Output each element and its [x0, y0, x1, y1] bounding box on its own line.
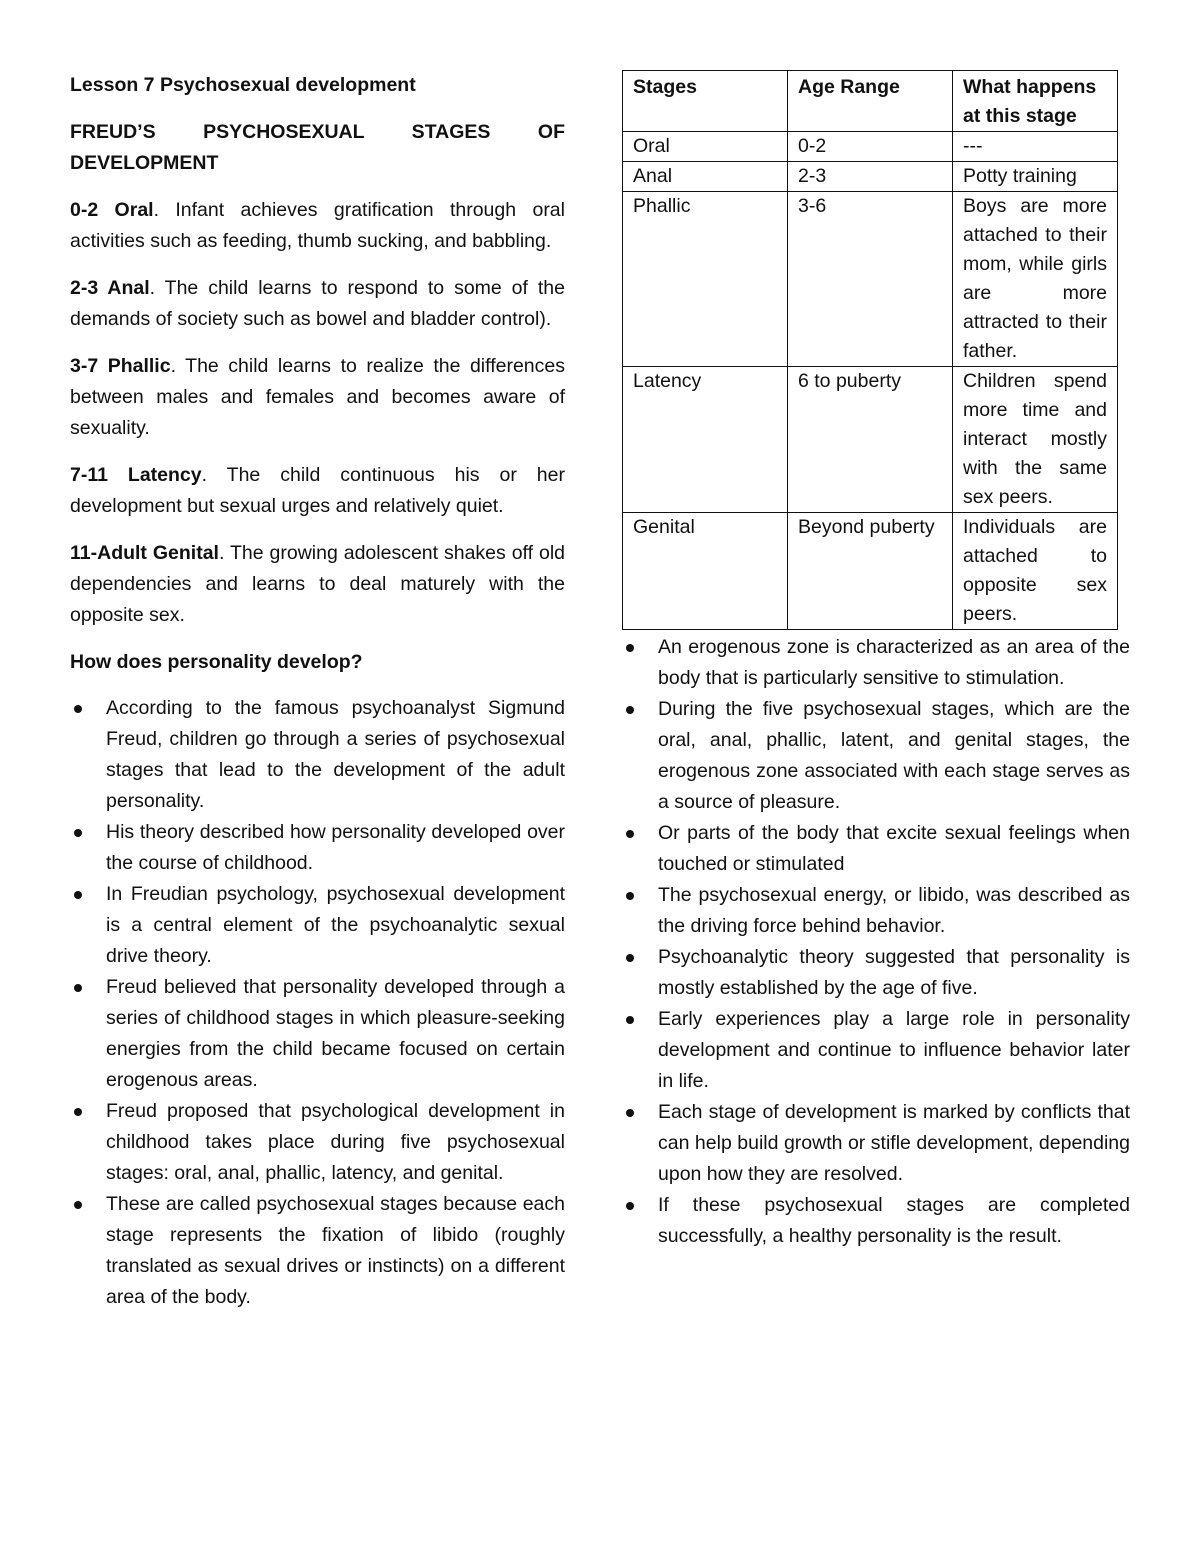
question-heading: How does personality develop?	[70, 651, 363, 673]
column-header: Age Range	[788, 71, 953, 132]
stage-text: . The growing adolescent shakes off old dependencies and learns to deal maturely with the opposite sex.	[70, 542, 565, 626]
stage-text: . The child continuous his or her development but sexual urges and relatively quiet.	[70, 464, 565, 517]
list-item: Early experiences play a large role in personality development and continue to influence behavior later in life.	[622, 1004, 1130, 1097]
table-cell: Anal	[623, 162, 788, 192]
stage-label: 0-2 Oral	[70, 199, 154, 221]
list-item: These are called psychosexual stages because each stage represents the fixation of libido (roughly translated as sexual drives or instincts) on a different area of the body.	[70, 1189, 565, 1313]
table-row	[623, 367, 1118, 513]
list-item: The psychosexual energy, or libido, was described as the driving force behind behavior.	[622, 880, 1130, 942]
table-cell: Boys are more attached to their mom, while girls are more attracted to their father.	[953, 192, 1118, 367]
stage-paragraph-anal	[70, 273, 565, 335]
list-item: Freud proposed that psychological development in childhood takes place during five psychosexual stages: oral, anal, phallic, latency, and genital.	[70, 1096, 565, 1189]
table-row	[623, 513, 1118, 630]
table-header-row	[623, 71, 1118, 132]
table-cell: 2-3	[788, 162, 953, 192]
column-header: What happens at this stage	[953, 71, 1118, 132]
table-cell: 3-6	[788, 192, 953, 367]
stage-text: . The child learns to realize the differences between males and females and becomes aware of sexuality.	[70, 355, 565, 439]
table-cell: Beyond puberty	[788, 513, 953, 630]
left-column	[70, 70, 565, 1313]
table-row	[623, 192, 1118, 367]
table-cell: Individuals are attached to opposite sex peers.	[953, 513, 1118, 630]
list-item: According to the famous psychoanalyst Sigmund Freud, children go through a series of psychosexual stages that lead to the development of the adult personality.	[70, 693, 565, 817]
list-item: Each stage of development is marked by conflicts that can help build growth or stifle development, depending upon how they are resolved.	[622, 1097, 1130, 1190]
table-row	[623, 162, 1118, 192]
list-item: During the five psychosexual stages, which are the oral, anal, phallic, latent, and genital stages, the erogenous zone associated with each stage serves as a source of pleasure.	[622, 694, 1130, 818]
list-item: An erogenous zone is characterized as an area of the body that is particularly sensitive to stimulation.	[622, 632, 1130, 694]
table-cell: ---	[953, 132, 1118, 162]
list-item: Freud believed that personality developed through a series of childhood stages in which pleasure-seeking energies from the child became focused on certain erogenous areas.	[70, 972, 565, 1096]
right-column	[622, 70, 1130, 1252]
section-heading-line2: DEVELOPMENT	[70, 152, 219, 174]
table-cell: Oral	[623, 132, 788, 162]
list-item: In Freudian psychology, psychosexual development is a central element of the psychoanalytic sexual drive theory.	[70, 879, 565, 972]
stage-label: 2-3 Anal	[70, 277, 150, 299]
erogenous-bullet-list	[622, 632, 1130, 1252]
list-item: Or parts of the body that excite sexual feelings when touched or stimulated	[622, 818, 1130, 880]
section-heading-line1: FREUD’S PSYCHOSEXUAL STAGES OF	[70, 121, 565, 143]
table-cell: Children spend more time and interact mostly with the same sex peers.	[953, 367, 1118, 513]
table-cell: Phallic	[623, 192, 788, 367]
stage-label: 7-11 Latency	[70, 464, 202, 486]
stage-paragraph-oral	[70, 195, 565, 257]
stage-paragraph-latency	[70, 460, 565, 522]
table-row	[623, 132, 1118, 162]
list-item: His theory described how personality developed over the course of childhood.	[70, 817, 565, 879]
stage-paragraph-genital	[70, 538, 565, 631]
stage-paragraph-phallic	[70, 351, 565, 444]
lesson-title: Lesson 7 Psychosexual development	[70, 74, 416, 96]
stages-table	[622, 70, 1118, 630]
stage-label: 3-7 Phallic	[70, 355, 171, 377]
table-cell: 0-2	[788, 132, 953, 162]
table-cell: Latency	[623, 367, 788, 513]
personality-bullet-list	[70, 693, 565, 1313]
list-item: Psychoanalytic theory suggested that personality is mostly established by the age of five.	[622, 942, 1130, 1004]
table-cell: 6 to puberty	[788, 367, 953, 513]
stage-text: . Infant achieves gratification through oral activities such as feeding, thumb sucking, and babbling.	[70, 199, 565, 252]
table-cell: Genital	[623, 513, 788, 630]
column-header: Stages	[623, 71, 788, 132]
list-item: If these psychosexual stages are completed successfully, a healthy personality is the result.	[622, 1190, 1130, 1252]
table-cell: Potty training	[953, 162, 1118, 192]
stage-label: 11-Adult Genital	[70, 542, 219, 564]
stage-text: . The child learns to respond to some of the demands of society such as bowel and bladder control).	[70, 277, 565, 330]
